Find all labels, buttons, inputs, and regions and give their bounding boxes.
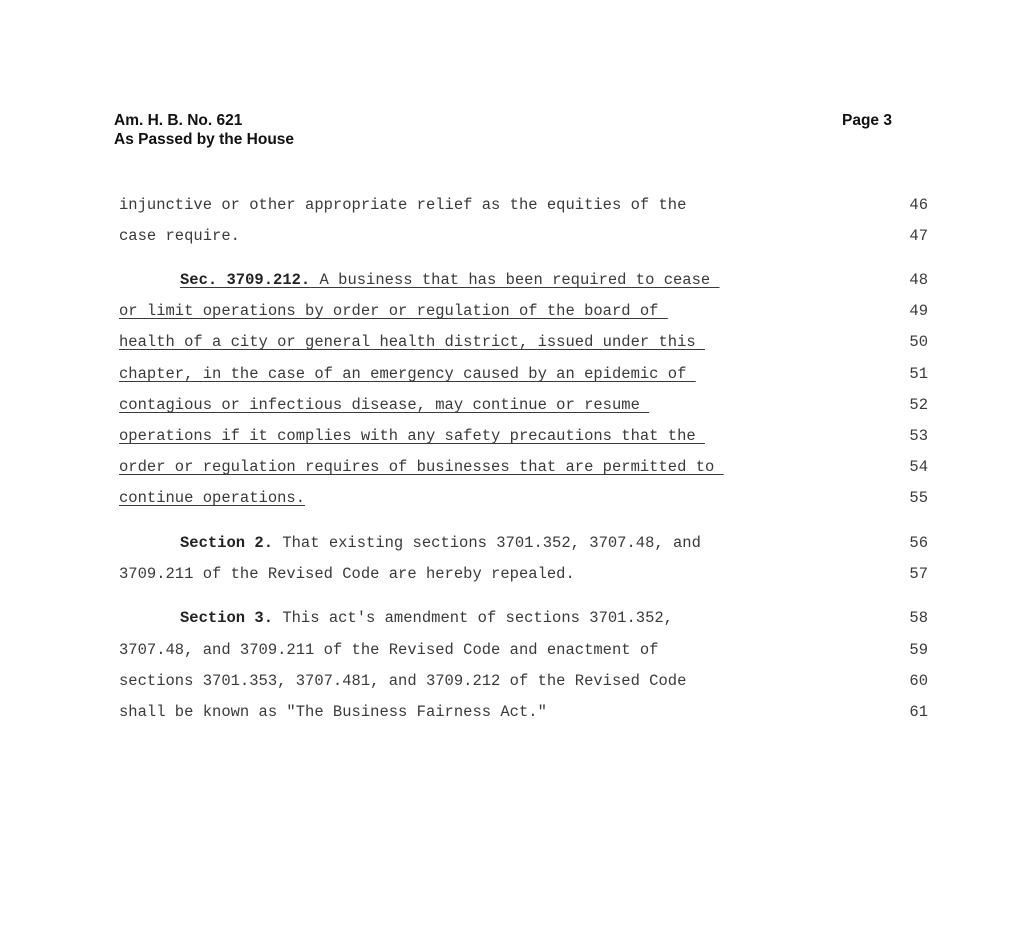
- line-number: 52: [909, 396, 928, 414]
- line-number: 54: [909, 458, 928, 476]
- page-number: Page 3: [842, 112, 892, 129]
- line-number: 48: [909, 271, 928, 289]
- text-line: Section 2. That existing sections 3701.352, 3707.48, and: [180, 534, 701, 552]
- text-line: health of a city or general health district, issued under this: [119, 333, 705, 351]
- bill-number: Am. H. B. No. 621: [114, 112, 243, 129]
- line-number: 59: [909, 641, 928, 659]
- line-number: 46: [909, 196, 928, 214]
- section-heading: Sec. 3709.212.: [180, 271, 311, 289]
- document-header: [114, 111, 294, 149]
- text-line: shall be known as "The Business Fairness Act.": [119, 703, 547, 721]
- line-number: 53: [909, 427, 928, 445]
- text-line: order or regulation requires of businesses that are permitted to: [119, 458, 724, 476]
- line-number: 60: [909, 672, 928, 690]
- text-line: sections 3701.353, 3707.481, and 3709.212 of the Revised Code: [119, 672, 687, 690]
- text-line: contagious or infectious disease, may continue or resume: [119, 396, 650, 414]
- text-line: chapter, in the case of an emergency caused by an epidemic of: [119, 365, 696, 383]
- line-number: 49: [909, 302, 928, 320]
- section-heading: Section 2.: [180, 534, 274, 552]
- line-number: 61: [909, 703, 928, 721]
- text-line: operations if it complies with any safety precautions that the: [119, 427, 705, 445]
- line-number: 57: [909, 565, 928, 583]
- line-number: 47: [909, 227, 928, 245]
- text-line: Sec. 3709.212. A business that has been required to cease: [180, 271, 720, 289]
- line-number: 56: [909, 534, 928, 552]
- text-line: case require.: [119, 227, 240, 245]
- line-number: 55: [909, 489, 928, 507]
- text-line: 3709.211 of the Revised Code are hereby repealed.: [119, 565, 575, 583]
- section-heading: Section 3.: [180, 609, 274, 627]
- line-number: 50: [909, 333, 928, 351]
- text-line: 3707.48, and 3709.211 of the Revised Code and enactment of: [119, 641, 659, 659]
- text-line: Section 3. This act's amendment of sections 3701.352,: [180, 609, 673, 627]
- text-line: injunctive or other appropriate relief as the equities of the: [119, 196, 687, 214]
- line-number: 51: [909, 365, 928, 383]
- text-line: continue operations.: [119, 489, 306, 507]
- text-line: or limit operations by order or regulation of the board of: [119, 302, 668, 320]
- bill-status: As Passed by the House: [114, 131, 295, 148]
- line-number: 58: [909, 609, 928, 627]
